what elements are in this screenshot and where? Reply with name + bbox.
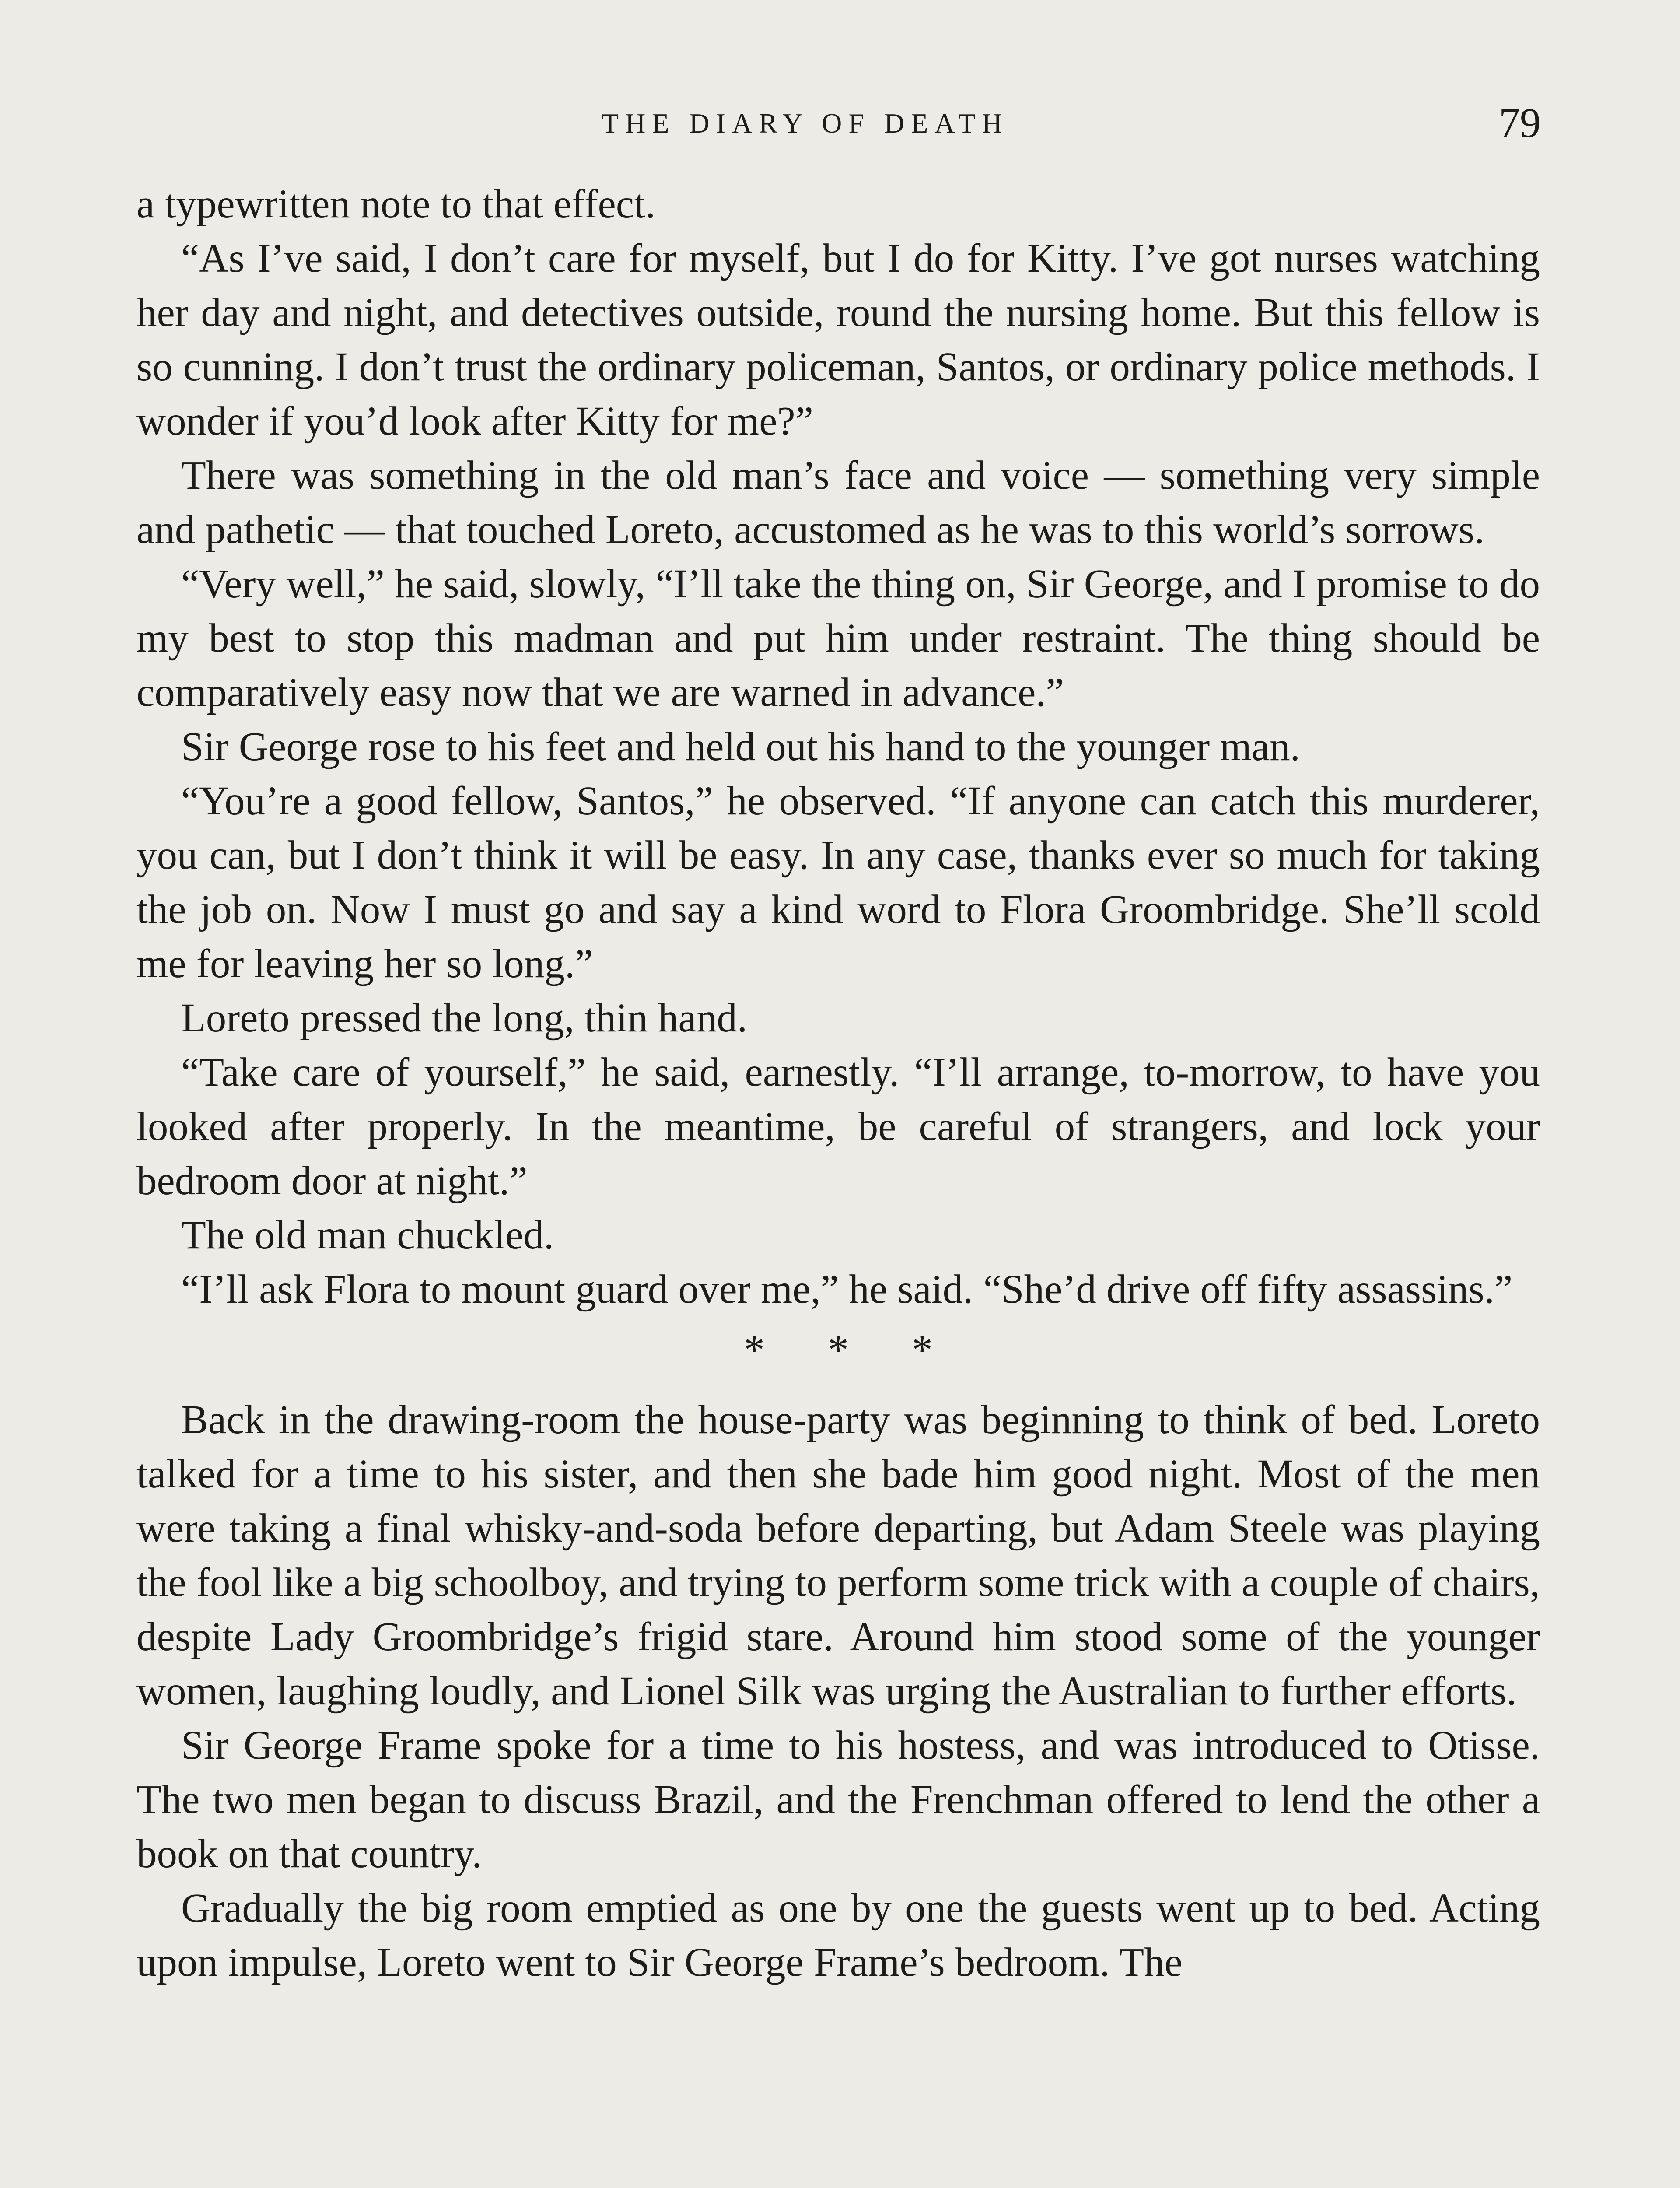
paragraph: Gradually the big room emptied as one by one the guests went up to bed. Acting upon impulse, Loreto went to Sir George Frame’s bedroom. The (136, 1886, 1540, 1985)
paragraph: “Take care of yourself,” he said, earnestly. “I’ll arrange, to-morrow, to have you looked after properly. In the meantime, be careful of strangers, and lock your bedroom door at night.” (136, 1050, 1540, 1203)
paragraph: “I’ll ask Flora to mount guard over me,” he said. “She’d drive off fifty assassins.” (181, 1267, 1513, 1312)
body-text (136, 177, 1540, 1990)
paragraph: There was something in the old man’s face and voice — something very simple and pathetic — that touched Loreto, accustomed as he was to this world’s sorrows. (136, 453, 1540, 552)
paragraph: “You’re a good fellow, Santos,” he observed. “If anyone can catch this murderer, you can, but I don’t think it will be easy. In any case, thanks ever so much for taking the job on. Now I must go and say a kind word to Flora Groombridge. She’ll scold me for leaving her so long.” (136, 778, 1540, 986)
paragraph: “Very well,” he said, slowly, “I’ll take the thing on, Sir George, and I promise to do my best to stop this madman and put him under restraint. The thing should be comparatively easy now that we are warned in advance.” (136, 561, 1540, 715)
paragraph: a typewritten note to that effect. (136, 182, 656, 227)
paragraph: Sir George Frame spoke for a time to his hostess, and was introduced to Otisse. The two men began to discuss Brazil, and the Frenchman offered to lend the other a book on that country. (136, 1723, 1540, 1876)
paragraph: Loreto pressed the long, thin hand. (181, 996, 747, 1041)
scene-break: * * * (744, 1326, 933, 1373)
page-number: 79 (1499, 99, 1541, 146)
paragraph: “As I’ve said, I don’t care for myself, but I do for Kitty. I’ve got nurses watching her day and night, and detectives outside, round the nursing home. But this fellow is so cunning. I don’t trust the ordinary policeman, Santos, or ordinary police methods. I wonder if you’d look after Kitty for me?” (136, 236, 1540, 444)
paragraph: Sir George rose to his feet and held out his hand to the younger man. (181, 724, 1300, 769)
paragraph: The old man chuckled. (181, 1213, 554, 1258)
paragraph: Back in the drawing-room the house-party was beginning to think of bed. Loreto talked for a time to his sister, and then she bade him good night. Most of the men were taking a final whisky-and-soda before departing, but Adam Steele was playing the fool like a big schoolboy, and trying to perform some trick with a couple of chairs, despite Lady Groombridge’s frigid stare. Around him stood some of the younger women, laughing loudly, and Lionel Silk was urging the Australian to further efforts. (136, 1397, 1540, 1714)
running-title: THE DIARY OF DEATH (602, 108, 1009, 139)
